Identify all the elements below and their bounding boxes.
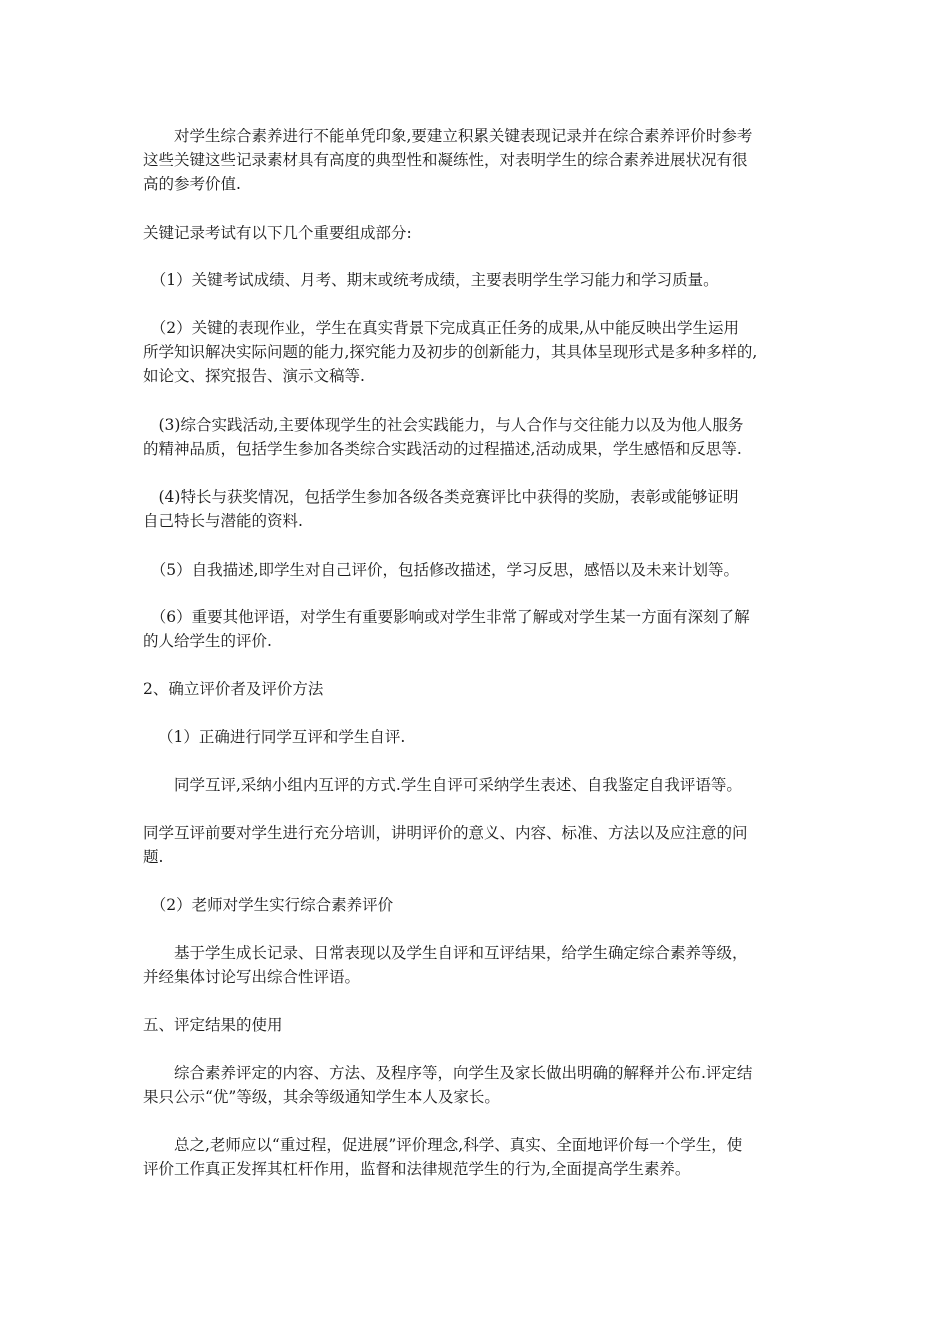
- text-line: 如论文、探究报告、演示文稿等.: [143, 367, 365, 385]
- paragraph-item-3: [143, 413, 813, 461]
- section-heading-evaluators: [143, 677, 813, 701]
- text-line: 自己特长与潜能的资料.: [143, 512, 303, 530]
- paragraph-item-5: [143, 558, 813, 582]
- text-line: 并经集体讨论写出综合性评语。: [143, 968, 361, 986]
- text-line: 对学生综合素养进行不能单凭印象,要建立积累关键表现记录并在综合素养评价时参考: [143, 127, 753, 145]
- text-line: 高的参考价值.: [143, 175, 241, 193]
- paragraph-peer-eval-method: [143, 773, 813, 797]
- text-line: (3)综合实践活动,主要体现学生的社会实践能力，与人合作与交往能力以及为他人服务: [143, 416, 744, 434]
- paragraph-key-records-heading: [143, 221, 813, 245]
- text-line: 综合素养评定的内容、方法、及程序等，向学生及家长做出明确的解释并公布.评定结: [143, 1064, 753, 1082]
- text-line: （1）正确进行同学互评和学生自评.: [158, 728, 406, 746]
- text-line: 这些关键这些记录素材具有高度的典型性和凝练性，对表明学生的综合素养进展状况有很: [143, 151, 748, 169]
- text-line: （2）老师对学生实行综合素养评价: [143, 896, 394, 914]
- paragraph-teacher-eval: [143, 893, 813, 917]
- paragraph-results-publish: [143, 1061, 813, 1109]
- text-line: （5）自我描述,即学生对自己评价，包括修改描述，学习反思，感悟以及未来计划等。: [143, 561, 740, 579]
- text-line: （2）关键的表现作业，学生在真实背景下完成真正任务的成果,从中能反映出学生运用: [143, 319, 740, 337]
- paragraph-conclusion: [143, 1133, 813, 1181]
- paragraph-peer-eval-training: [143, 821, 813, 869]
- paragraph-item-6: [143, 605, 813, 653]
- text-line: 五、评定结果的使用: [143, 1016, 283, 1034]
- text-line: 同学互评,采纳小组内互评的方式.学生自评可采纳学生表述、自我鉴定自我评语等。: [143, 776, 742, 794]
- paragraph-item-1: [143, 268, 813, 292]
- section-heading-results: [143, 1013, 813, 1037]
- text-line: 评价工作真正发挥其杠杆作用，监督和法律规范学生的行为,全面提高学生素养。: [143, 1160, 691, 1178]
- text-line: 关键记录考试有以下几个重要组成部分:: [143, 224, 412, 242]
- paragraph-intro: [143, 124, 813, 196]
- text-line: 总之,老师应以“重过程，促进展”评价理念,科学、真实、全面地评价每一个学生，使: [143, 1136, 743, 1154]
- text-line: 2、确立评价者及评价方法: [143, 680, 324, 698]
- text-line: (4)特长与获奖情况，包括学生参加各级各类竞赛评比中获得的奖励，表彰或能够证明: [143, 488, 739, 506]
- text-line: 同学互评前要对学生进行充分培训，讲明评价的意义、内容、标准、方法以及应注意的问: [143, 824, 748, 842]
- paragraph-item-2: [143, 316, 813, 388]
- text-line: 的精神品质，包括学生参加各类综合实践活动的过程描述,活动成果，学生感悟和反思等.: [143, 440, 742, 458]
- text-line: （1）关键考试成绩、月考、期末或统考成绩，主要表明学生学习能力和学习质量。: [143, 271, 719, 289]
- paragraph-peer-self-eval: [158, 725, 828, 749]
- text-line: （6）重要其他评语，对学生有重要影响或对学生非常了解或对学生某一方面有深刻了解: [143, 608, 750, 626]
- paragraph-item-4: [143, 485, 813, 533]
- text-line: 所学知识解决实际问题的能力,探究能力及初步的创新能力，其具体呈现形式是多种多样的,: [143, 343, 758, 361]
- text-line: 的人给学生的评价.: [143, 632, 272, 650]
- text-line: 果只公示“优”等级，其余等级通知学生本人及家长。: [143, 1088, 500, 1106]
- text-line: 题.: [143, 848, 164, 866]
- paragraph-teacher-eval-basis: [143, 941, 813, 989]
- text-line: 基于学生成长记录、日常表现以及学生自评和互评结果，给学生确定综合素养等级，: [143, 944, 748, 962]
